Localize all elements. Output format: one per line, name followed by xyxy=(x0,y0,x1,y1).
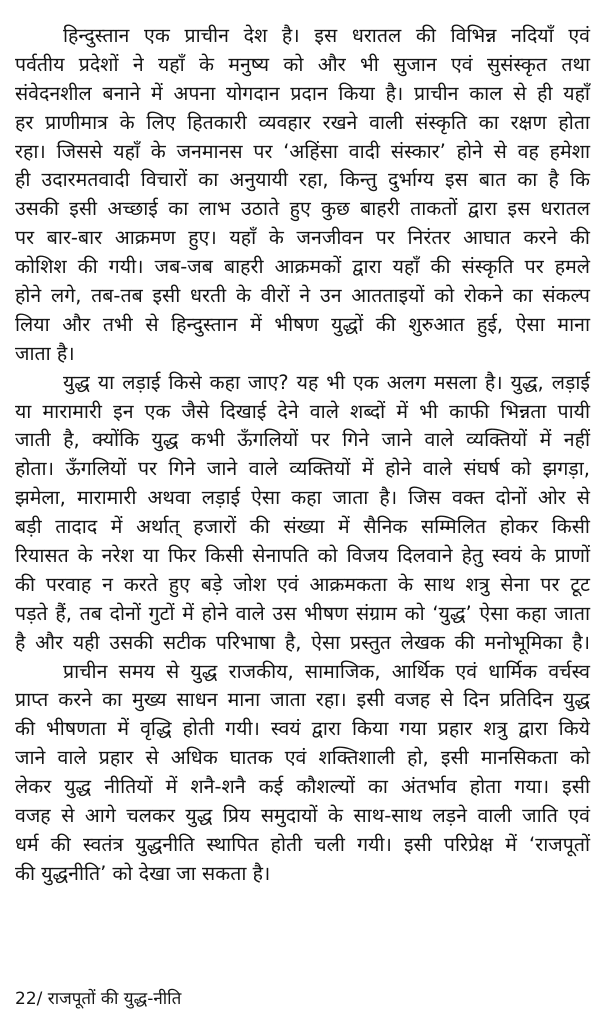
page-body xyxy=(15,22,590,889)
text-line: रियासत के नरेश या फिर किसी सेनापति को विजय दिलवाने हेतु स्वयं के प्राणों xyxy=(15,544,590,568)
footer-separator: / xyxy=(36,989,43,1009)
text-line: धर्म की स्वतंत्र युद्धनीति स्थापित होती चली गयी। इसी परिप्रेक्ष में ‘राजपूतों xyxy=(15,832,590,856)
text-line: बड़ी तादाद में अर्थात् हजारों की संख्या में सैनिक सम्मिलित होकर किसी xyxy=(15,515,590,539)
text-line: ही उदारमतवादी विचारों का अनुयायी रहा, किन्तु दुर्भाग्य इस बात का है कि xyxy=(15,168,590,192)
text-line: होता। ऊँगलियों पर गिने जाने वाले व्यक्तियों में होने वाले संघर्ष को झगड़ा, xyxy=(15,457,590,481)
text-line: या मारामारी इन एक जैसे दिखाई देने वाले शब्दों में भी काफी भिन्नता पायी xyxy=(15,399,590,423)
paragraph xyxy=(15,658,590,889)
text-line: हिन्दुस्तान एक प्राचीन देश है। इस धरातल की विभिन्न नदियाँ एवं xyxy=(63,24,590,47)
text-line: लिया और तभी से हिन्दुस्तान में भीषण युद्धों की शुरुआत हुई, ऐसा माना xyxy=(15,312,590,336)
text-line: पड़ते हैं, तब दोनों गुटों में होने वाले उस भीषण संग्राम को ‘युद्ध’ ऐसा कहा जाता xyxy=(15,601,590,625)
text-line: संवेदनशील बनाने में अपना योगदान प्रदान किया है। प्राचीन काल से ही यहाँ xyxy=(15,81,590,105)
text-line: रहा। जिससे यहाँ के जनमानस पर ‘अहिंसा वादी संस्कार’ होने से वह हमेशा xyxy=(15,139,590,163)
text-line: उसकी इसी अच्छाई का लाभ उठाते हुए कुछ बाहरी ताकतों द्वारा इस धरातल xyxy=(15,197,590,221)
text-line: पर बार-बार आक्रमण हुए। यहाँ के जनजीवन पर निरंतर आघात करने की xyxy=(15,226,590,250)
running-title: राजपूतों की युद्ध-नीति xyxy=(47,989,182,1009)
text-line: पर्वतीय प्रदेशों ने यहाँ के मनुष्य को और भी सुजान एवं सुसंस्कृत तथा xyxy=(15,52,590,76)
text-line: हर प्राणीमात्र के लिए हितकारी व्यवहार रखने वाली संस्कृति का रक्षण होता xyxy=(15,110,590,134)
text-line: होने लगे, तब-तब इसी धरती के वीरों ने उन आतताइयों को रोकने का संकल्प xyxy=(15,284,590,308)
paragraph xyxy=(15,22,590,369)
text-line: युद्ध या लड़ाई किसे कहा जाए? यह भी एक अलग मसला है। युद्ध, लड़ाई xyxy=(63,370,590,394)
text-line: लेकर युद्ध नीतियों में शनै-शनै कई कौशल्यों का अंतर्भाव होता गया। इसी xyxy=(15,775,590,799)
text-line: जाता है। xyxy=(15,341,75,365)
paragraph xyxy=(15,369,590,658)
text-line: जाने वाले प्रहार से अधिक घातक एवं शक्तिशाली हो, इसी मानसिकता को xyxy=(15,746,590,770)
text-line: कोशिश की गयी। जब-जब बाहरी आक्रमकों द्वारा यहाँ की संस्कृति पर हमले xyxy=(15,255,590,279)
page-footer xyxy=(15,987,181,1011)
page-number: 22 xyxy=(15,989,37,1009)
text-line: है और यही उसकी सटीक परिभाषा है, ऐसा प्रस्तुत लेखक की मनोभूमिका है। xyxy=(15,630,590,654)
text-line: जाती है, क्योंकि युद्ध कभी ऊँगलियों पर गिने जाने वाले व्यक्तियों में नहीं xyxy=(15,428,590,452)
text-line: की परवाह न करते हुए बड़े जोश एवं आक्रमकता के साथ शत्रु सेना पर टूट xyxy=(15,572,590,596)
text-line: प्राप्त करने का मुख्य साधन माना जाता रहा। इसी वजह से दिन प्रतिदिन युद्ध xyxy=(15,688,590,712)
text-line: प्राचीन समय से युद्ध राजकीय, सामाजिक, आर्थिक एवं धार्मिक वर्चस्व xyxy=(63,659,590,683)
text-line: झमेला, मारामारी अथवा लड़ाई ऐसा कहा जाता है। जिस वक्त दोनों ओर से xyxy=(15,486,590,510)
text-line: वजह से आगे चलकर युद्ध प्रिय समुदायों के साथ-साथ लड़ने वाली जाति एवं xyxy=(15,804,590,828)
text-line: की भीषणता में वृद्धि होती गयी। स्वयं द्वारा किया गया प्रहार शत्रु द्वारा किये xyxy=(15,717,590,741)
text-line: की युद्धनीति’ को देखा जा सकता है। xyxy=(15,861,271,885)
